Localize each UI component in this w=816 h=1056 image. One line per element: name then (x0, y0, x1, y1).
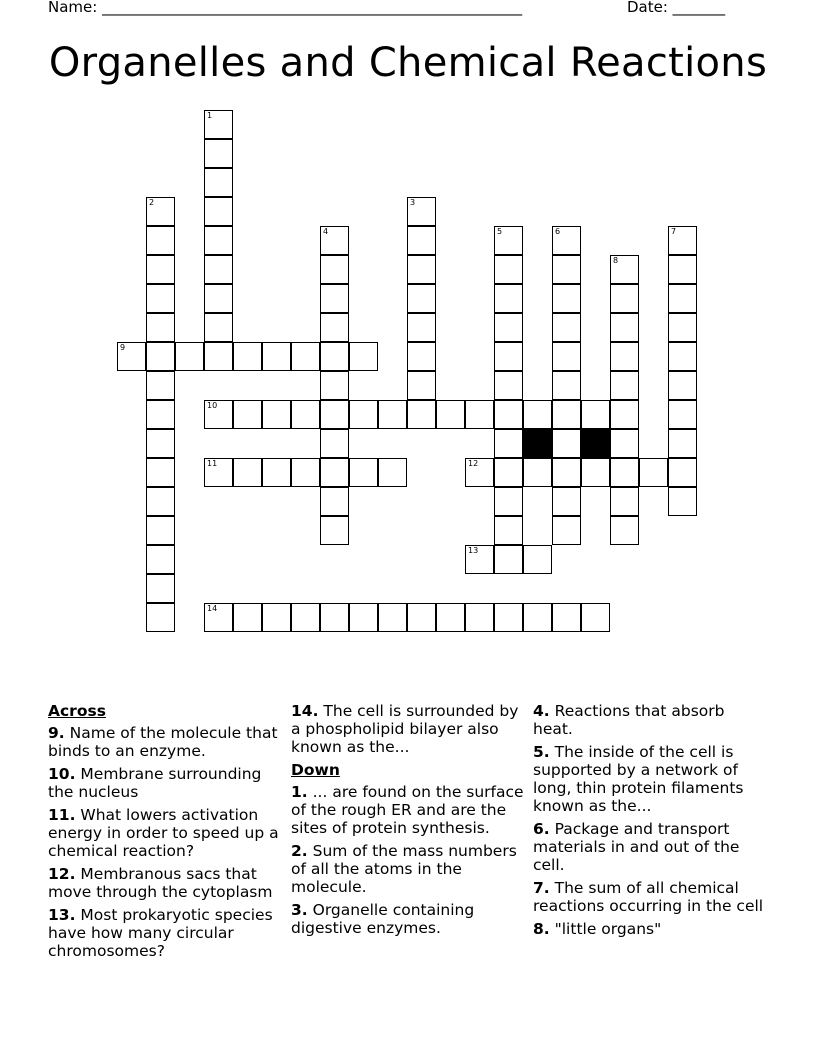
clue-text: Name of the molecule that binds to an enzyme. (48, 724, 278, 760)
grid-cell[interactable] (146, 516, 175, 545)
grid-cell[interactable] (610, 400, 639, 429)
clue-text: ... are found on the surface of the rough ER and are the sites of protein synthesis. (291, 783, 524, 837)
clue-number-label: 12 (468, 459, 479, 468)
grid-cell[interactable] (668, 313, 697, 342)
grid-cell[interactable] (581, 603, 610, 632)
clue-number-label: 5 (497, 227, 503, 236)
grid-cell[interactable] (465, 545, 494, 574)
clue-number: 14. (291, 702, 319, 720)
clue-number-label: 14 (207, 604, 218, 613)
grid-cell[interactable] (523, 400, 552, 429)
clue-number-label: 3 (410, 198, 416, 207)
clue-down-4 (533, 702, 769, 738)
grid-cell[interactable] (320, 516, 349, 545)
grid-cell[interactable] (407, 255, 436, 284)
clue-text: Most prokaryotic species have how many circular chromosomes? (48, 906, 273, 960)
grid-cell[interactable] (320, 400, 349, 429)
grid-cell[interactable] (610, 255, 639, 284)
clue-text: The cell is surrounded by a phospholipid bilayer also known as the... (291, 702, 519, 756)
grid-cell[interactable] (146, 255, 175, 284)
grid-cell[interactable] (465, 603, 494, 632)
grid-cell[interactable] (465, 458, 494, 487)
clue-number-label: 9 (120, 343, 126, 352)
clue-across-9 (48, 724, 284, 760)
grid-cell[interactable] (639, 458, 668, 487)
clue-number: 5. (533, 743, 550, 761)
clue-number: 12. (48, 865, 76, 883)
clue-across-11 (48, 806, 284, 860)
grid-cell[interactable] (407, 371, 436, 400)
grid-cell[interactable] (610, 313, 639, 342)
clue-down-3 (291, 901, 527, 937)
grid-cell[interactable] (407, 342, 436, 371)
grid-cell[interactable] (204, 110, 233, 139)
grid-cell[interactable] (146, 313, 175, 342)
clue-down-7 (533, 879, 769, 915)
name-field-line: Name: ________________________________________________________ (48, 0, 523, 16)
clue-number-label: 1 (207, 111, 213, 120)
clue-number: 11. (48, 806, 76, 824)
page-title: Organelles and Chemical Reactions (48, 40, 768, 86)
clue-across-10 (48, 765, 284, 801)
clue-text: The inside of the cell is supported by a network of long, thin protein filaments known as the... (533, 743, 744, 815)
grid-cell[interactable] (581, 458, 610, 487)
grid-cell[interactable] (407, 226, 436, 255)
grid-cell[interactable] (146, 400, 175, 429)
grid-cell[interactable] (233, 458, 262, 487)
grid-cell[interactable] (523, 545, 552, 574)
grid-cell[interactable] (610, 342, 639, 371)
grid-cell[interactable] (262, 342, 291, 371)
clue-number: 13. (48, 906, 76, 924)
clue-across-13 (48, 906, 284, 960)
clue-number: 4. (533, 702, 550, 720)
grid-cell[interactable] (552, 429, 581, 458)
grid-cell[interactable] (146, 342, 175, 371)
grid-cell[interactable] (291, 400, 320, 429)
grid-cell[interactable] (552, 255, 581, 284)
clue-text: What lowers activation energy in order to speed up a chemical reaction? (48, 806, 279, 860)
clue-text: Package and transport materials in and out of the cell. (533, 820, 740, 874)
grid-cell[interactable] (204, 139, 233, 168)
grid-cell[interactable] (204, 313, 233, 342)
grid-cell[interactable] (146, 226, 175, 255)
grid-cell[interactable] (494, 284, 523, 313)
clue-number-label: 7 (671, 227, 677, 236)
grid-cell[interactable] (552, 226, 581, 255)
grid-cell[interactable] (117, 342, 146, 371)
clue-down-5 (533, 743, 769, 815)
clue-text: Sum of the mass numbers of all the atoms in the molecule. (291, 842, 517, 896)
grid-cell[interactable] (291, 342, 320, 371)
grid-cell[interactable] (436, 603, 465, 632)
grid-cell[interactable] (494, 458, 523, 487)
grid-cell[interactable] (494, 545, 523, 574)
grid-cell[interactable] (320, 603, 349, 632)
grid-cell[interactable] (233, 342, 262, 371)
clue-number: 9. (48, 724, 65, 742)
grid-cell[interactable] (552, 342, 581, 371)
grid-cell[interactable] (378, 458, 407, 487)
grid-cell[interactable] (349, 458, 378, 487)
grid-cell[interactable] (668, 226, 697, 255)
clue-text: Reactions that absorb heat. (533, 702, 725, 738)
clue-across-14 (291, 702, 527, 756)
grid-cell[interactable] (668, 458, 697, 487)
grid-cell[interactable] (349, 342, 378, 371)
clue-number-label: 4 (323, 227, 329, 236)
clue-text: Organelle containing digestive enzymes. (291, 901, 475, 937)
grid-cell[interactable] (552, 516, 581, 545)
grid-cell[interactable] (204, 342, 233, 371)
clue-number: 7. (533, 879, 550, 897)
clue-number-label: 6 (555, 227, 561, 236)
grid-cell[interactable] (349, 400, 378, 429)
grid-cell[interactable] (146, 284, 175, 313)
grid-cell[interactable] (146, 429, 175, 458)
grid-cell[interactable] (668, 284, 697, 313)
clue-text: Membrane surrounding the nucleus (48, 765, 262, 801)
grid-cell[interactable] (204, 255, 233, 284)
grid-cell[interactable] (204, 284, 233, 313)
grid-cell[interactable] (204, 226, 233, 255)
grid-block (523, 429, 552, 458)
grid-cell[interactable] (291, 458, 320, 487)
clue-column-2 (291, 702, 527, 942)
grid-cell[interactable] (407, 197, 436, 226)
clue-text: "little organs" (554, 920, 662, 938)
grid-cell[interactable] (204, 197, 233, 226)
grid-cell[interactable] (494, 603, 523, 632)
clue-across-12 (48, 865, 284, 901)
grid-cell[interactable] (204, 168, 233, 197)
grid-block (581, 429, 610, 458)
grid-cell[interactable] (552, 400, 581, 429)
grid-cell[interactable] (320, 342, 349, 371)
grid-cell[interactable] (262, 603, 291, 632)
grid-cell[interactable] (668, 487, 697, 516)
grid-cell[interactable] (320, 284, 349, 313)
grid-cell[interactable] (204, 400, 233, 429)
grid-cell[interactable] (233, 603, 262, 632)
clue-down-8 (533, 920, 769, 938)
grid-cell[interactable] (291, 603, 320, 632)
across-heading: Across (48, 702, 106, 720)
clue-down-2 (291, 842, 527, 896)
grid-cell[interactable] (610, 284, 639, 313)
grid-cell[interactable] (494, 342, 523, 371)
grid-cell[interactable] (378, 400, 407, 429)
grid-cell[interactable] (610, 458, 639, 487)
grid-cell[interactable] (668, 429, 697, 458)
clue-text: Membranous sacs that move through the cytoplasm (48, 865, 273, 901)
grid-cell[interactable] (668, 371, 697, 400)
grid-cell[interactable] (320, 429, 349, 458)
down-heading: Down (291, 761, 340, 779)
grid-cell[interactable] (320, 371, 349, 400)
grid-cell[interactable] (146, 545, 175, 574)
grid-cell[interactable] (349, 603, 378, 632)
grid-cell[interactable] (146, 603, 175, 632)
clue-number-label: 13 (468, 546, 479, 555)
grid-cell[interactable] (494, 226, 523, 255)
clue-number: 2. (291, 842, 308, 860)
clue-down-1 (291, 783, 527, 837)
grid-cell[interactable] (407, 284, 436, 313)
grid-cell[interactable] (146, 197, 175, 226)
grid-cell[interactable] (552, 458, 581, 487)
date-field-line: Date: _______ (627, 0, 726, 16)
clue-text: The sum of all chemical reactions occurring in the cell (533, 879, 764, 915)
grid-cell[interactable] (668, 342, 697, 371)
grid-cell[interactable] (204, 603, 233, 632)
grid-cell[interactable] (552, 371, 581, 400)
grid-cell[interactable] (610, 487, 639, 516)
clue-number: 3. (291, 901, 308, 919)
grid-cell[interactable] (523, 603, 552, 632)
grid-cell[interactable] (407, 603, 436, 632)
grid-cell[interactable] (494, 255, 523, 284)
clue-number: 10. (48, 765, 76, 783)
grid-cell[interactable] (407, 313, 436, 342)
grid-cell[interactable] (204, 458, 233, 487)
grid-cell[interactable] (436, 400, 465, 429)
clue-number: 6. (533, 820, 550, 838)
grid-cell[interactable] (262, 458, 291, 487)
grid-cell[interactable] (494, 487, 523, 516)
grid-cell[interactable] (552, 603, 581, 632)
grid-cell[interactable] (320, 226, 349, 255)
clue-number-label: 11 (207, 459, 218, 468)
grid-cell[interactable] (494, 516, 523, 545)
grid-cell[interactable] (320, 313, 349, 342)
grid-cell[interactable] (523, 458, 552, 487)
grid-cell[interactable] (610, 429, 639, 458)
grid-cell[interactable] (494, 313, 523, 342)
grid-cell[interactable] (465, 400, 494, 429)
grid-cell[interactable] (262, 400, 291, 429)
grid-cell[interactable] (146, 487, 175, 516)
grid-cell[interactable] (407, 400, 436, 429)
grid-cell[interactable] (610, 371, 639, 400)
grid-cell[interactable] (552, 487, 581, 516)
grid-cell[interactable] (320, 255, 349, 284)
grid-cell[interactable] (581, 400, 610, 429)
grid-cell[interactable] (320, 458, 349, 487)
grid-cell[interactable] (610, 516, 639, 545)
clue-number: 1. (291, 783, 308, 801)
grid-cell[interactable] (494, 400, 523, 429)
grid-cell[interactable] (668, 400, 697, 429)
clue-number-label: 10 (207, 401, 218, 410)
grid-cell[interactable] (320, 487, 349, 516)
grid-cell[interactable] (552, 284, 581, 313)
grid-cell[interactable] (552, 313, 581, 342)
clue-column-1 (48, 702, 284, 965)
clue-number: 8. (533, 920, 550, 938)
clue-number-label: 8 (613, 256, 619, 265)
grid-cell[interactable] (494, 371, 523, 400)
grid-cell[interactable] (378, 603, 407, 632)
grid-cell[interactable] (146, 574, 175, 603)
clue-down-6 (533, 820, 769, 874)
clue-number-label: 2 (149, 198, 155, 207)
grid-cell[interactable] (668, 255, 697, 284)
grid-cell[interactable] (233, 400, 262, 429)
grid-cell[interactable] (146, 458, 175, 487)
grid-cell[interactable] (146, 371, 175, 400)
clue-column-3 (533, 702, 769, 943)
grid-cell[interactable] (175, 342, 204, 371)
grid-cell[interactable] (494, 429, 523, 458)
